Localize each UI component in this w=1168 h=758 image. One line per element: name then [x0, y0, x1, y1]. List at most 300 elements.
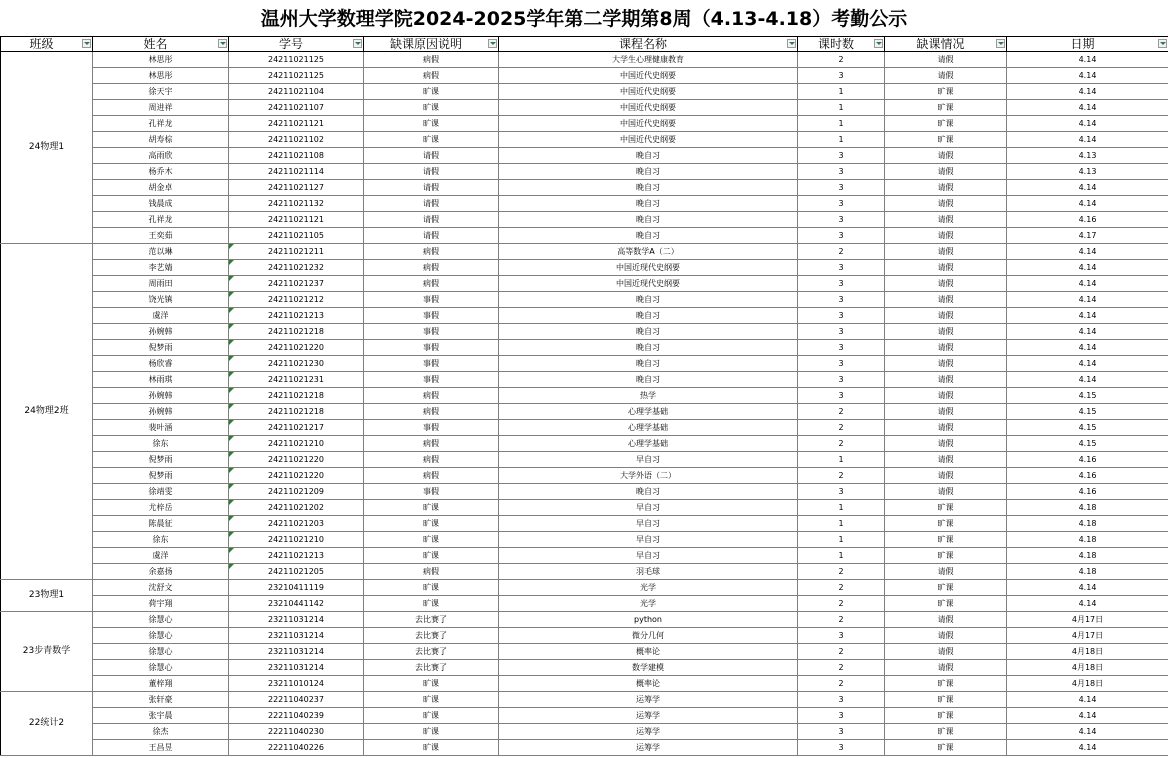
- hours-cell[interactable]: 3: [798, 212, 885, 228]
- course-cell[interactable]: 早自习: [499, 452, 798, 468]
- column-header-reason[interactable]: [364, 37, 499, 52]
- status-cell[interactable]: 请假: [885, 260, 1007, 276]
- student-id-cell[interactable]: 24211021114: [229, 164, 364, 180]
- student-id-cell[interactable]: 24211021205: [229, 564, 364, 580]
- status-cell[interactable]: 旷课: [885, 692, 1007, 708]
- course-cell[interactable]: 晚自习: [499, 324, 798, 340]
- course-cell[interactable]: 热学: [499, 388, 798, 404]
- course-cell[interactable]: 概率论: [499, 676, 798, 692]
- date-cell[interactable]: 4月18日: [1007, 676, 1168, 692]
- course-cell[interactable]: 中国近代史纲要: [499, 132, 798, 148]
- hours-cell[interactable]: 2: [798, 420, 885, 436]
- class-cell[interactable]: 23步青数学: [1, 612, 93, 692]
- student-id-cell[interactable]: 23211031214: [229, 628, 364, 644]
- date-cell[interactable]: 4月18日: [1007, 644, 1168, 660]
- name-cell[interactable]: 徐靖雯: [93, 484, 229, 500]
- hours-cell[interactable]: 3: [798, 324, 885, 340]
- name-cell[interactable]: 董梓翔: [93, 676, 229, 692]
- name-cell[interactable]: 孔祥龙: [93, 212, 229, 228]
- date-cell[interactable]: 4.14: [1007, 340, 1168, 356]
- reason-cell[interactable]: 去比赛了: [364, 660, 499, 676]
- date-cell[interactable]: 4.14: [1007, 116, 1168, 132]
- status-cell[interactable]: 请假: [885, 404, 1007, 420]
- hours-cell[interactable]: 1: [798, 500, 885, 516]
- reason-cell[interactable]: 病假: [364, 260, 499, 276]
- reason-cell[interactable]: 请假: [364, 212, 499, 228]
- date-cell[interactable]: 4月17日: [1007, 612, 1168, 628]
- status-cell[interactable]: 请假: [885, 644, 1007, 660]
- status-cell[interactable]: 旷课: [885, 676, 1007, 692]
- course-cell[interactable]: 中国近代史纲要: [499, 84, 798, 100]
- course-cell[interactable]: 运筹学: [499, 740, 798, 756]
- class-cell[interactable]: 24物理2班: [1, 244, 93, 580]
- name-cell[interactable]: 倪梦雨: [93, 452, 229, 468]
- hours-cell[interactable]: 2: [798, 52, 885, 68]
- date-cell[interactable]: 4.14: [1007, 356, 1168, 372]
- reason-cell[interactable]: 病假: [364, 52, 499, 68]
- reason-cell[interactable]: 旷课: [364, 516, 499, 532]
- reason-cell[interactable]: 病假: [364, 388, 499, 404]
- student-id-cell[interactable]: 22211040239: [229, 708, 364, 724]
- reason-cell[interactable]: 事假: [364, 292, 499, 308]
- name-cell[interactable]: 徐慧心: [93, 628, 229, 644]
- filter-dropdown-icon[interactable]: [787, 39, 796, 48]
- course-cell[interactable]: 运筹学: [499, 708, 798, 724]
- student-id-cell[interactable]: 24211021121: [229, 212, 364, 228]
- name-cell[interactable]: 李艺婧: [93, 260, 229, 276]
- student-id-cell[interactable]: 24211021220: [229, 468, 364, 484]
- course-cell[interactable]: 晚自习: [499, 212, 798, 228]
- course-cell[interactable]: 运筹学: [499, 692, 798, 708]
- hours-cell[interactable]: 2: [798, 468, 885, 484]
- hours-cell[interactable]: 1: [798, 452, 885, 468]
- status-cell[interactable]: 请假: [885, 452, 1007, 468]
- student-id-cell[interactable]: 24211021212: [229, 292, 364, 308]
- status-cell[interactable]: 旷课: [885, 100, 1007, 116]
- hours-cell[interactable]: 3: [798, 148, 885, 164]
- status-cell[interactable]: 请假: [885, 68, 1007, 84]
- course-cell[interactable]: 晚自习: [499, 308, 798, 324]
- date-cell[interactable]: 4.14: [1007, 68, 1168, 84]
- date-cell[interactable]: 4月18日: [1007, 660, 1168, 676]
- reason-cell[interactable]: 旷课: [364, 500, 499, 516]
- hours-cell[interactable]: 3: [798, 164, 885, 180]
- reason-cell[interactable]: 旷课: [364, 724, 499, 740]
- name-cell[interactable]: 范以琳: [93, 244, 229, 260]
- status-cell[interactable]: 请假: [885, 196, 1007, 212]
- hours-cell[interactable]: 3: [798, 372, 885, 388]
- name-cell[interactable]: 徐东: [93, 532, 229, 548]
- status-cell[interactable]: 请假: [885, 244, 1007, 260]
- reason-cell[interactable]: 去比赛了: [364, 628, 499, 644]
- status-cell[interactable]: 请假: [885, 148, 1007, 164]
- reason-cell[interactable]: 旷课: [364, 708, 499, 724]
- reason-cell[interactable]: 病假: [364, 436, 499, 452]
- student-id-cell[interactable]: 24211021211: [229, 244, 364, 260]
- name-cell[interactable]: 余嘉扬: [93, 564, 229, 580]
- status-cell[interactable]: 旷课: [885, 580, 1007, 596]
- reason-cell[interactable]: 病假: [364, 404, 499, 420]
- filter-dropdown-icon[interactable]: [996, 39, 1005, 48]
- status-cell[interactable]: 旷课: [885, 500, 1007, 516]
- status-cell[interactable]: 旷课: [885, 116, 1007, 132]
- status-cell[interactable]: 请假: [885, 228, 1007, 244]
- course-cell[interactable]: 晚自习: [499, 196, 798, 212]
- filter-dropdown-icon[interactable]: [488, 39, 497, 48]
- hours-cell[interactable]: 1: [798, 100, 885, 116]
- date-cell[interactable]: 4.16: [1007, 468, 1168, 484]
- hours-cell[interactable]: 1: [798, 84, 885, 100]
- hours-cell[interactable]: 2: [798, 644, 885, 660]
- date-cell[interactable]: 4.15: [1007, 388, 1168, 404]
- reason-cell[interactable]: 去比赛了: [364, 644, 499, 660]
- student-id-cell[interactable]: 24211021102: [229, 132, 364, 148]
- course-cell[interactable]: 晚自习: [499, 356, 798, 372]
- date-cell[interactable]: 4.14: [1007, 84, 1168, 100]
- hours-cell[interactable]: 2: [798, 244, 885, 260]
- reason-cell[interactable]: 旷课: [364, 548, 499, 564]
- status-cell[interactable]: 请假: [885, 388, 1007, 404]
- hours-cell[interactable]: 1: [798, 532, 885, 548]
- hours-cell[interactable]: 3: [798, 484, 885, 500]
- student-id-cell[interactable]: 24211021132: [229, 196, 364, 212]
- name-cell[interactable]: 徐东: [93, 436, 229, 452]
- reason-cell[interactable]: 事假: [364, 372, 499, 388]
- reason-cell[interactable]: 事假: [364, 356, 499, 372]
- filter-dropdown-icon[interactable]: [353, 39, 362, 48]
- hours-cell[interactable]: 2: [798, 564, 885, 580]
- date-cell[interactable]: 4.14: [1007, 196, 1168, 212]
- status-cell[interactable]: 请假: [885, 660, 1007, 676]
- course-cell[interactable]: 中国近代史纲要: [499, 100, 798, 116]
- reason-cell[interactable]: 请假: [364, 148, 499, 164]
- name-cell[interactable]: 周雨田: [93, 276, 229, 292]
- date-cell[interactable]: 4.18: [1007, 548, 1168, 564]
- status-cell[interactable]: 请假: [885, 164, 1007, 180]
- date-cell[interactable]: 4.18: [1007, 532, 1168, 548]
- course-cell[interactable]: 早自习: [499, 500, 798, 516]
- name-cell[interactable]: 胡金卓: [93, 180, 229, 196]
- date-cell[interactable]: 4.14: [1007, 692, 1168, 708]
- hours-cell[interactable]: 2: [798, 596, 885, 612]
- student-id-cell[interactable]: 24211021220: [229, 340, 364, 356]
- student-id-cell[interactable]: 24211021218: [229, 324, 364, 340]
- hours-cell[interactable]: 3: [798, 388, 885, 404]
- status-cell[interactable]: 请假: [885, 372, 1007, 388]
- student-id-cell[interactable]: 24211021237: [229, 276, 364, 292]
- course-cell[interactable]: 心理学基础: [499, 404, 798, 420]
- reason-cell[interactable]: 旷课: [364, 676, 499, 692]
- date-cell[interactable]: 4.16: [1007, 484, 1168, 500]
- name-cell[interactable]: 孙婉韩: [93, 388, 229, 404]
- name-cell[interactable]: 王奕茹: [93, 228, 229, 244]
- name-cell[interactable]: 沈舒文: [93, 580, 229, 596]
- reason-cell[interactable]: 请假: [364, 180, 499, 196]
- status-cell[interactable]: 请假: [885, 292, 1007, 308]
- hours-cell[interactable]: 1: [798, 132, 885, 148]
- student-id-cell[interactable]: 24211021127: [229, 180, 364, 196]
- hours-cell[interactable]: 3: [798, 292, 885, 308]
- course-cell[interactable]: 早自习: [499, 532, 798, 548]
- reason-cell[interactable]: 请假: [364, 228, 499, 244]
- student-id-cell[interactable]: 24211021210: [229, 532, 364, 548]
- student-id-cell[interactable]: 24211021231: [229, 372, 364, 388]
- date-cell[interactable]: 4.14: [1007, 708, 1168, 724]
- class-cell[interactable]: 24物理1: [1, 52, 93, 244]
- reason-cell[interactable]: 请假: [364, 196, 499, 212]
- student-id-cell[interactable]: 22211040237: [229, 692, 364, 708]
- name-cell[interactable]: 林思彤: [93, 68, 229, 84]
- reason-cell[interactable]: 病假: [364, 452, 499, 468]
- date-cell[interactable]: 4.15: [1007, 420, 1168, 436]
- name-cell[interactable]: 徐杰: [93, 724, 229, 740]
- course-cell[interactable]: 中国近现代史纲要: [499, 276, 798, 292]
- student-id-cell[interactable]: 24211021108: [229, 148, 364, 164]
- status-cell[interactable]: 请假: [885, 324, 1007, 340]
- hours-cell[interactable]: 1: [798, 116, 885, 132]
- status-cell[interactable]: 旷课: [885, 516, 1007, 532]
- status-cell[interactable]: 请假: [885, 52, 1007, 68]
- date-cell[interactable]: 4.14: [1007, 260, 1168, 276]
- hours-cell[interactable]: 3: [798, 276, 885, 292]
- name-cell[interactable]: 杨欣睿: [93, 356, 229, 372]
- filter-dropdown-icon[interactable]: [1158, 39, 1167, 48]
- date-cell[interactable]: 4.17: [1007, 228, 1168, 244]
- reason-cell[interactable]: 旷课: [364, 532, 499, 548]
- name-cell[interactable]: 林思彤: [93, 52, 229, 68]
- reason-cell[interactable]: 病假: [364, 564, 499, 580]
- hours-cell[interactable]: 2: [798, 436, 885, 452]
- course-cell[interactable]: 晚自习: [499, 228, 798, 244]
- date-cell[interactable]: 4.14: [1007, 740, 1168, 756]
- status-cell[interactable]: 请假: [885, 356, 1007, 372]
- name-cell[interactable]: 尤梓岳: [93, 500, 229, 516]
- hours-cell[interactable]: 3: [798, 340, 885, 356]
- date-cell[interactable]: 4.14: [1007, 724, 1168, 740]
- date-cell[interactable]: 4.14: [1007, 580, 1168, 596]
- filter-dropdown-icon[interactable]: [218, 39, 227, 48]
- student-id-cell[interactable]: 24211021203: [229, 516, 364, 532]
- student-id-cell[interactable]: 23211031214: [229, 644, 364, 660]
- name-cell[interactable]: 高雨欣: [93, 148, 229, 164]
- status-cell[interactable]: 旷课: [885, 132, 1007, 148]
- reason-cell[interactable]: 旷课: [364, 740, 499, 756]
- student-id-cell[interactable]: 24211021213: [229, 308, 364, 324]
- reason-cell[interactable]: 病假: [364, 68, 499, 84]
- column-header-date[interactable]: [1007, 37, 1168, 52]
- name-cell[interactable]: 杨乔木: [93, 164, 229, 180]
- status-cell[interactable]: 请假: [885, 468, 1007, 484]
- date-cell[interactable]: 4.14: [1007, 52, 1168, 68]
- name-cell[interactable]: 徐慧心: [93, 644, 229, 660]
- name-cell[interactable]: 张宇晨: [93, 708, 229, 724]
- reason-cell[interactable]: 旷课: [364, 596, 499, 612]
- course-cell[interactable]: 大学生心理健康教育: [499, 52, 798, 68]
- status-cell[interactable]: 请假: [885, 484, 1007, 500]
- name-cell[interactable]: 徐慧心: [93, 660, 229, 676]
- name-cell[interactable]: 孙婉韩: [93, 324, 229, 340]
- date-cell[interactable]: 4.14: [1007, 292, 1168, 308]
- date-cell[interactable]: 4.15: [1007, 436, 1168, 452]
- hours-cell[interactable]: 1: [798, 548, 885, 564]
- student-id-cell[interactable]: 24211021213: [229, 548, 364, 564]
- course-cell[interactable]: 微分几何: [499, 628, 798, 644]
- column-header-course[interactable]: [499, 37, 798, 52]
- student-id-cell[interactable]: 24211021230: [229, 356, 364, 372]
- reason-cell[interactable]: 病假: [364, 468, 499, 484]
- hours-cell[interactable]: 3: [798, 308, 885, 324]
- course-cell[interactable]: 光学: [499, 580, 798, 596]
- hours-cell[interactable]: 3: [798, 356, 885, 372]
- reason-cell[interactable]: 事假: [364, 420, 499, 436]
- student-id-cell[interactable]: 23211010124: [229, 676, 364, 692]
- course-cell[interactable]: python: [499, 612, 798, 628]
- name-cell[interactable]: 钱晨成: [93, 196, 229, 212]
- filter-dropdown-icon[interactable]: [82, 39, 91, 48]
- date-cell[interactable]: 4.14: [1007, 324, 1168, 340]
- name-cell[interactable]: 陈晨征: [93, 516, 229, 532]
- hours-cell[interactable]: 2: [798, 612, 885, 628]
- date-cell[interactable]: 4.16: [1007, 452, 1168, 468]
- hours-cell[interactable]: 2: [798, 676, 885, 692]
- hours-cell[interactable]: 3: [798, 692, 885, 708]
- reason-cell[interactable]: 病假: [364, 276, 499, 292]
- student-id-cell[interactable]: 24211021105: [229, 228, 364, 244]
- course-cell[interactable]: 晚自习: [499, 148, 798, 164]
- name-cell[interactable]: 王昌昱: [93, 740, 229, 756]
- status-cell[interactable]: 请假: [885, 340, 1007, 356]
- date-cell[interactable]: 4.13: [1007, 148, 1168, 164]
- course-cell[interactable]: 数学建模: [499, 660, 798, 676]
- date-cell[interactable]: 4.14: [1007, 100, 1168, 116]
- hours-cell[interactable]: 3: [798, 724, 885, 740]
- student-id-cell[interactable]: 24211021209: [229, 484, 364, 500]
- course-cell[interactable]: 晚自习: [499, 484, 798, 500]
- name-cell[interactable]: 荷宇翔: [93, 596, 229, 612]
- course-cell[interactable]: 运筹学: [499, 724, 798, 740]
- date-cell[interactable]: 4.18: [1007, 500, 1168, 516]
- status-cell[interactable]: 请假: [885, 420, 1007, 436]
- reason-cell[interactable]: 旷课: [364, 116, 499, 132]
- course-cell[interactable]: 心理学基础: [499, 420, 798, 436]
- date-cell[interactable]: 4.14: [1007, 244, 1168, 260]
- hours-cell[interactable]: 2: [798, 404, 885, 420]
- status-cell[interactable]: 旷课: [885, 708, 1007, 724]
- status-cell[interactable]: 请假: [885, 436, 1007, 452]
- student-id-cell[interactable]: 23211031214: [229, 660, 364, 676]
- course-cell[interactable]: 晚自习: [499, 180, 798, 196]
- student-id-cell[interactable]: 24211021218: [229, 388, 364, 404]
- student-id-cell[interactable]: 23211031214: [229, 612, 364, 628]
- reason-cell[interactable]: 旷课: [364, 132, 499, 148]
- course-cell[interactable]: 晚自习: [499, 164, 798, 180]
- name-cell[interactable]: 倪梦雨: [93, 340, 229, 356]
- status-cell[interactable]: 旷课: [885, 724, 1007, 740]
- hours-cell[interactable]: 3: [798, 628, 885, 644]
- status-cell[interactable]: 旷课: [885, 532, 1007, 548]
- course-cell[interactable]: 大学外语（二）: [499, 468, 798, 484]
- course-cell[interactable]: 中国近代史纲要: [499, 68, 798, 84]
- student-id-cell[interactable]: 24211021202: [229, 500, 364, 516]
- name-cell[interactable]: 徐天宇: [93, 84, 229, 100]
- name-cell[interactable]: 虞洋: [93, 308, 229, 324]
- name-cell[interactable]: 胡寿棕: [93, 132, 229, 148]
- reason-cell[interactable]: 旷课: [364, 692, 499, 708]
- reason-cell[interactable]: 旷课: [364, 100, 499, 116]
- hours-cell[interactable]: 3: [798, 260, 885, 276]
- hours-cell[interactable]: 3: [798, 196, 885, 212]
- name-cell[interactable]: 孔祥龙: [93, 116, 229, 132]
- column-header-hours[interactable]: [798, 37, 885, 52]
- student-id-cell[interactable]: 24211021125: [229, 68, 364, 84]
- class-cell[interactable]: 22统计2: [1, 692, 93, 756]
- course-cell[interactable]: 心理学基础: [499, 436, 798, 452]
- course-cell[interactable]: 中国近现代史纲要: [499, 260, 798, 276]
- name-cell[interactable]: 林雨琪: [93, 372, 229, 388]
- name-cell[interactable]: 虞洋: [93, 548, 229, 564]
- name-cell[interactable]: 周进祥: [93, 100, 229, 116]
- student-id-cell[interactable]: 24211021217: [229, 420, 364, 436]
- status-cell[interactable]: 请假: [885, 180, 1007, 196]
- student-id-cell[interactable]: 24211021218: [229, 404, 364, 420]
- date-cell[interactable]: 4.16: [1007, 212, 1168, 228]
- date-cell[interactable]: 4.14: [1007, 180, 1168, 196]
- date-cell[interactable]: 4.14: [1007, 596, 1168, 612]
- date-cell[interactable]: 4.15: [1007, 404, 1168, 420]
- hours-cell[interactable]: 3: [798, 180, 885, 196]
- name-cell[interactable]: 孙婉韩: [93, 404, 229, 420]
- column-header-name[interactable]: [93, 37, 229, 52]
- course-cell[interactable]: 光学: [499, 596, 798, 612]
- date-cell[interactable]: 4.14: [1007, 276, 1168, 292]
- name-cell[interactable]: 饶光镇: [93, 292, 229, 308]
- name-cell[interactable]: 徐慧心: [93, 612, 229, 628]
- status-cell[interactable]: 旷课: [885, 740, 1007, 756]
- status-cell[interactable]: 旷课: [885, 84, 1007, 100]
- status-cell[interactable]: 请假: [885, 612, 1007, 628]
- student-id-cell[interactable]: 24211021220: [229, 452, 364, 468]
- hours-cell[interactable]: 1: [798, 516, 885, 532]
- reason-cell[interactable]: 去比赛了: [364, 612, 499, 628]
- date-cell[interactable]: 4.18: [1007, 564, 1168, 580]
- course-cell[interactable]: 高等数学A（二）: [499, 244, 798, 260]
- reason-cell[interactable]: 事假: [364, 484, 499, 500]
- course-cell[interactable]: 中国近代史纲要: [499, 116, 798, 132]
- student-id-cell[interactable]: 24211021232: [229, 260, 364, 276]
- date-cell[interactable]: 4.14: [1007, 372, 1168, 388]
- student-id-cell[interactable]: 24211021107: [229, 100, 364, 116]
- reason-cell[interactable]: 旷课: [364, 84, 499, 100]
- status-cell[interactable]: 旷课: [885, 596, 1007, 612]
- filter-dropdown-icon[interactable]: [874, 39, 883, 48]
- hours-cell[interactable]: 3: [798, 68, 885, 84]
- course-cell[interactable]: 概率论: [499, 644, 798, 660]
- course-cell[interactable]: 羽毛球: [499, 564, 798, 580]
- date-cell[interactable]: 4月17日: [1007, 628, 1168, 644]
- hours-cell[interactable]: 2: [798, 660, 885, 676]
- hours-cell[interactable]: 2: [798, 580, 885, 596]
- status-cell[interactable]: 请假: [885, 564, 1007, 580]
- reason-cell[interactable]: 请假: [364, 164, 499, 180]
- date-cell[interactable]: 4.13: [1007, 164, 1168, 180]
- student-id-cell[interactable]: 22211040226: [229, 740, 364, 756]
- student-id-cell[interactable]: 24211021210: [229, 436, 364, 452]
- reason-cell[interactable]: 事假: [364, 340, 499, 356]
- status-cell[interactable]: 请假: [885, 276, 1007, 292]
- course-cell[interactable]: 晚自习: [499, 292, 798, 308]
- student-id-cell[interactable]: 22211040230: [229, 724, 364, 740]
- reason-cell[interactable]: 事假: [364, 308, 499, 324]
